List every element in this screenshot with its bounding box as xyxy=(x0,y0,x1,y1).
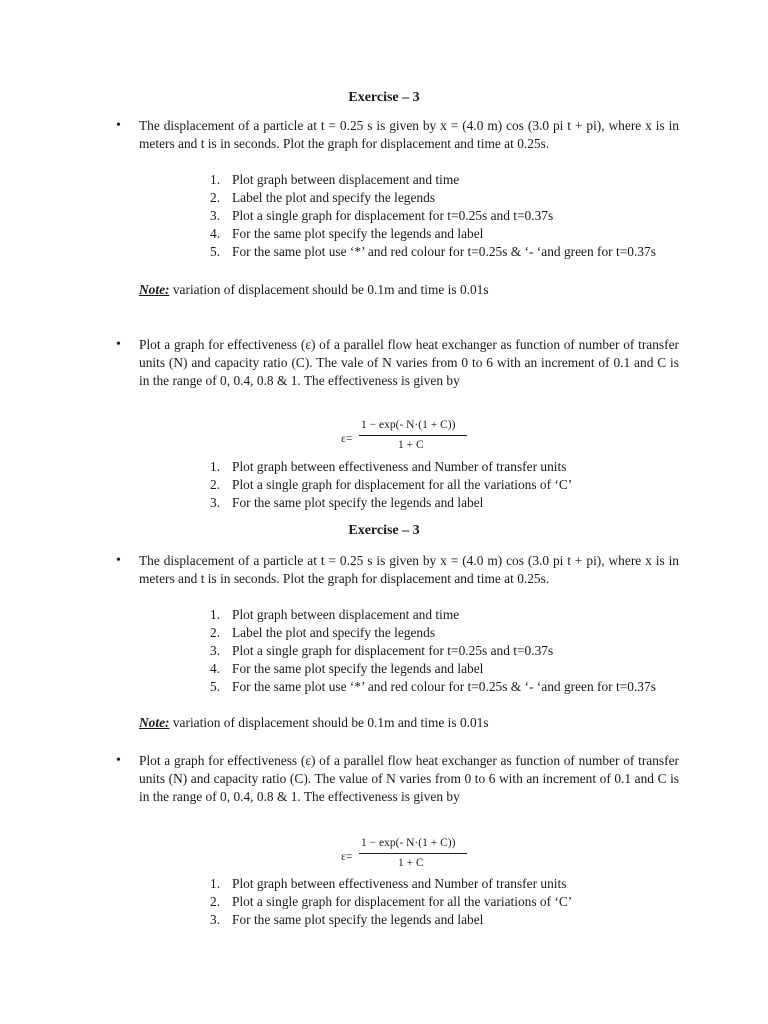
item-text: Plot graph between displacement and time xyxy=(232,607,460,622)
note-label: Note: xyxy=(139,715,170,730)
item-text: Label the plot and specify the legends xyxy=(232,625,436,640)
steps-list xyxy=(210,171,680,261)
item-number: 4. xyxy=(210,661,221,676)
item-text: Plot graph between displacement and time xyxy=(232,172,460,187)
question-text: The displacement of a particle at t = 0.25 s is given by x = (4.0 m) cos (3.0 pi t + pi), where x is in meters and t is in seconds. Plot the graph for displacement and time at 0.25s. xyxy=(139,553,679,586)
list-item xyxy=(210,606,680,624)
item-text: Plot a single graph for displacement for all the variations of ‘C’ xyxy=(232,477,573,492)
item-text: Label the plot and specify the legends xyxy=(232,190,436,205)
list-item xyxy=(210,642,680,660)
item-number: 3. xyxy=(210,495,221,510)
item-text: For the same plot use ‘*’ and red colour for t=0.25s & ‘- ‘and green for t=0.37s xyxy=(232,244,656,259)
list-item xyxy=(210,458,680,476)
item-number: 5. xyxy=(210,244,221,259)
formula-numerator: 1 − exp(- N·(1 + C)) xyxy=(361,837,456,849)
bullet-icon: • xyxy=(116,337,121,352)
bullet-icon: • xyxy=(116,753,121,768)
bullet-icon: • xyxy=(116,118,121,133)
question-text: The displacement of a particle at t = 0.25 s is given by x = (4.0 m) cos (3.0 pi t + pi), where x is in meters and t is in seconds. Plot the graph for displacement and time at 0.25s. xyxy=(139,118,679,151)
item-number: 3. xyxy=(210,208,221,223)
item-text: For the same plot use ‘*’ and red colour for t=0.25s & ‘- ‘and green for t=0.37s xyxy=(232,679,656,694)
item-text: For the same plot specify the legends and label xyxy=(232,661,484,676)
note-label: Note: xyxy=(139,282,170,297)
item-text: Plot graph between effectiveness and Number of transfer units xyxy=(232,876,567,891)
steps-list xyxy=(210,458,680,512)
steps-list xyxy=(210,875,680,929)
effectiveness-formula xyxy=(341,419,471,458)
steps-list xyxy=(210,606,680,696)
list-item xyxy=(210,171,680,189)
formula-numerator: 1 − exp(- N·(1 + C)) xyxy=(361,419,456,431)
formula-lhs: ε= xyxy=(341,851,353,863)
question-text: Plot a graph for effectiveness (ε) of a parallel flow heat exchanger as function of number of transfer units (N) and capacity ratio (C). The vale of N varies from 0 to 6 with an increment of 0.1 and C is in the range of 0, 0.4, 0.8 & 1. The effectiveness is given by xyxy=(139,337,679,388)
item-text: For the same plot specify the legends and label xyxy=(232,226,484,241)
formula-denominator: 1 + C xyxy=(398,439,424,451)
question-text: Plot a graph for effectiveness (ε) of a parallel flow heat exchanger as function of number of transfer units (N) and capacity ratio (C). The value of N varies from 0 to 6 with an increment of 0.1 and C is in the range of 0, 0.4, 0.8 & 1. The effectiveness is given by xyxy=(139,753,679,804)
list-item xyxy=(210,893,680,911)
item-number: 2. xyxy=(210,190,221,205)
note-text: variation of displacement should be 0.1m and time is 0.01s xyxy=(169,282,489,297)
list-item xyxy=(210,678,680,696)
list-item xyxy=(210,624,680,642)
item-number: 2. xyxy=(210,477,221,492)
item-number: 1. xyxy=(210,876,221,891)
list-item xyxy=(210,225,680,243)
list-item xyxy=(210,911,680,929)
item-number: 2. xyxy=(210,894,221,909)
item-number: 4. xyxy=(210,226,221,241)
item-text: Plot a single graph for displacement for all the variations of ‘C’ xyxy=(232,894,573,909)
item-number: 1. xyxy=(210,459,221,474)
list-item xyxy=(210,207,680,225)
item-number: 1. xyxy=(210,172,221,187)
note-text: variation of displacement should be 0.1m and time is 0.01s xyxy=(169,715,489,730)
item-number: 3. xyxy=(210,912,221,927)
item-number: 5. xyxy=(210,679,221,694)
item-text: Plot a single graph for displacement for t=0.25s and t=0.37s xyxy=(232,208,554,223)
note xyxy=(139,714,679,732)
item-number: 3. xyxy=(210,643,221,658)
list-item xyxy=(210,660,680,678)
item-text: For the same plot specify the legends and label xyxy=(232,495,484,510)
list-item xyxy=(210,875,680,893)
item-text: For the same plot specify the legends and label xyxy=(232,912,484,927)
exercise-title: Exercise – 3 xyxy=(348,90,420,105)
formula-denominator: 1 + C xyxy=(398,857,424,869)
exercise-title: Exercise – 3 xyxy=(348,523,420,538)
effectiveness-formula xyxy=(341,837,471,876)
list-item xyxy=(210,189,680,207)
formula-lhs: ε= xyxy=(341,433,353,445)
note xyxy=(139,281,679,299)
bullet-icon: • xyxy=(116,553,121,568)
item-text: Plot graph between effectiveness and Number of transfer units xyxy=(232,459,567,474)
list-item xyxy=(210,476,680,494)
item-number: 1. xyxy=(210,607,221,622)
list-item xyxy=(210,243,680,261)
item-text: Plot a single graph for displacement for t=0.25s and t=0.37s xyxy=(232,643,554,658)
list-item xyxy=(210,494,680,512)
item-number: 2. xyxy=(210,625,221,640)
